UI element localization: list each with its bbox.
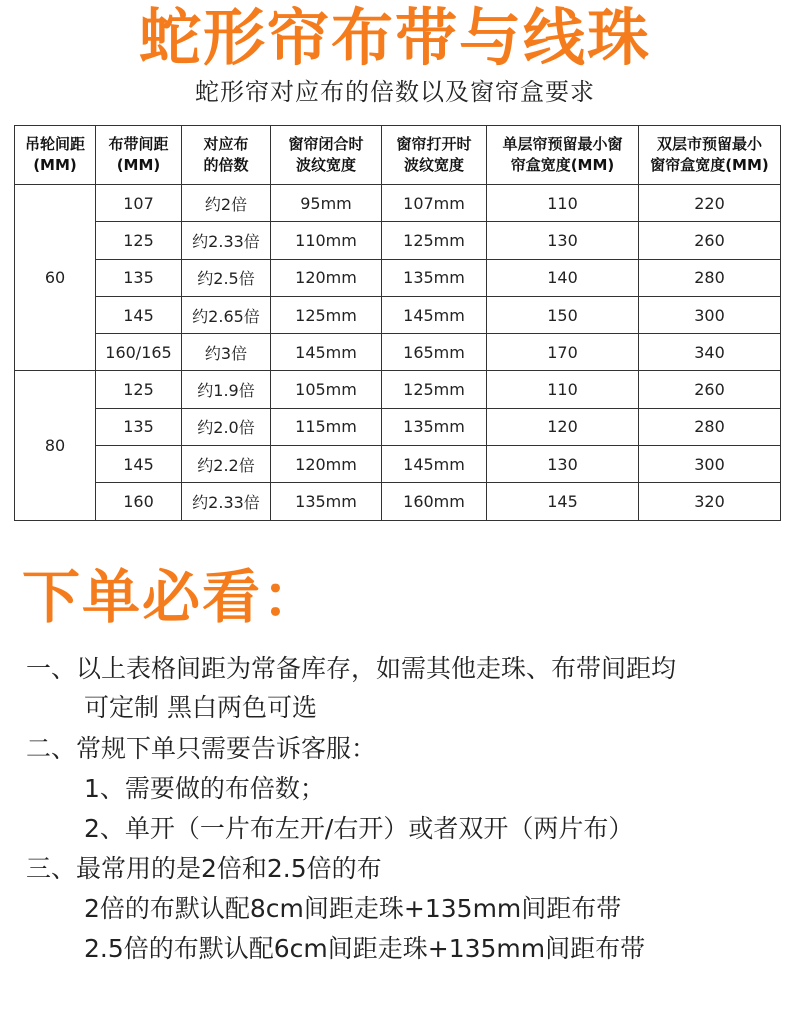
table-cell: 约2.2倍: [182, 446, 271, 483]
header-pulley-spacing: 吊轮间距 (MM): [15, 126, 96, 185]
table-row: [15, 334, 781, 371]
table-row: [15, 371, 781, 408]
notice-title: 下单必看：: [22, 563, 323, 631]
table-row: [15, 296, 781, 333]
table-cell: 165mm: [382, 334, 487, 371]
table-cell: 115mm: [271, 408, 382, 445]
table-row: [15, 483, 781, 520]
table-cell: 170: [487, 334, 639, 371]
table-cell: 约1.9倍: [182, 371, 271, 408]
pulley-group-60: 60: [15, 185, 96, 371]
table-cell: 107mm: [382, 185, 487, 222]
table-cell: 145mm: [382, 446, 487, 483]
table-cell: 125: [96, 371, 182, 408]
notice-line-2-item-1: 1、需要做的布倍数；: [84, 774, 325, 803]
table-cell: 220: [639, 185, 781, 222]
table-cell: 160mm: [382, 483, 487, 520]
table-cell: 135mm: [382, 408, 487, 445]
table-cell: 145: [487, 483, 639, 520]
table-cell: 300: [639, 446, 781, 483]
spec-table: [14, 125, 781, 521]
table-row: [15, 408, 781, 445]
table-cell: 125mm: [382, 222, 487, 259]
table-cell: 125mm: [271, 296, 382, 333]
table-cell: 110: [487, 185, 639, 222]
table-cell: 135: [96, 408, 182, 445]
notice-line-3-detail-1: 2倍的布默认配8cm间距走珠+135mm间距布带: [84, 894, 622, 923]
notice-line-3-detail-2: 2.5倍的布默认配6cm间距走珠+135mm间距布带: [84, 934, 646, 963]
table-cell: 120mm: [271, 259, 382, 296]
table-cell: 320: [639, 483, 781, 520]
table-row: [15, 222, 781, 259]
table-cell: 340: [639, 334, 781, 371]
table-cell: 145: [96, 446, 182, 483]
table-cell: 约2.0倍: [182, 408, 271, 445]
header-tape-spacing: 布带间距 (MM): [96, 126, 182, 185]
notice-line-3: 三、最常用的是2倍和2.5倍的布: [26, 854, 382, 883]
table-header-row: [15, 126, 781, 185]
table-row: [15, 185, 781, 222]
table-cell: 145mm: [382, 296, 487, 333]
table-cell: 120mm: [271, 446, 382, 483]
table-cell: 125: [96, 222, 182, 259]
pulley-group-80: 80: [15, 371, 96, 520]
header-open-wave-width: 窗帘打开时 波纹宽度: [382, 126, 487, 185]
header-fabric-multiple: 对应布 的倍数: [182, 126, 271, 185]
table-cell: 约2.33倍: [182, 483, 271, 520]
table-cell: 150: [487, 296, 639, 333]
table-cell: 107: [96, 185, 182, 222]
table-cell: 160: [96, 483, 182, 520]
table-cell: 300: [639, 296, 781, 333]
header-closed-wave-width: 窗帘闭合时 波纹宽度: [271, 126, 382, 185]
table-cell: 135: [96, 259, 182, 296]
table-cell: 110mm: [271, 222, 382, 259]
table-cell: 130: [487, 222, 639, 259]
table-cell: 约2.5倍: [182, 259, 271, 296]
table-row: [15, 446, 781, 483]
table-cell: 260: [639, 371, 781, 408]
table-cell: 110: [487, 371, 639, 408]
table-cell: 135mm: [271, 483, 382, 520]
table-cell: 260: [639, 222, 781, 259]
table-cell: 140: [487, 259, 639, 296]
table-cell: 145: [96, 296, 182, 333]
page-title: 蛇形帘布带与线珠: [138, 1, 651, 74]
table-cell: 约2.33倍: [182, 222, 271, 259]
table-cell: 145mm: [271, 334, 382, 371]
table-row: [15, 259, 781, 296]
header-single-box-width: 单层帘预留最小窗 帘盒宽度(MM): [487, 126, 639, 185]
table-cell: 105mm: [271, 371, 382, 408]
table-cell: 125mm: [382, 371, 487, 408]
notice-line-2-item-2: 2、单开（一片布左开/右开）或者双开（两片布）: [84, 814, 634, 843]
table-cell: 约3倍: [182, 334, 271, 371]
table-cell: 135mm: [382, 259, 487, 296]
notice-line-1-cont: 可定制 黑白两色可选: [84, 693, 317, 722]
page-subtitle: 蛇形帘对应布的倍数以及窗帘盒要求: [195, 78, 595, 106]
notice-line-2: 二、常规下单只需要告诉客服：: [26, 734, 377, 763]
table-cell: 160/165: [96, 334, 182, 371]
table-cell: 95mm: [271, 185, 382, 222]
header-double-box-width: 双层市预留最小 窗帘盒宽度(MM): [639, 126, 781, 185]
table-cell: 130: [487, 446, 639, 483]
table-cell: 120: [487, 408, 639, 445]
table-cell: 280: [639, 259, 781, 296]
table-cell: 280: [639, 408, 781, 445]
table-cell: 约2倍: [182, 185, 271, 222]
table-cell: 约2.65倍: [182, 296, 271, 333]
notice-line-1: 一、以上表格间距为常备库存，如需其他走珠、布带间距均: [26, 654, 677, 683]
